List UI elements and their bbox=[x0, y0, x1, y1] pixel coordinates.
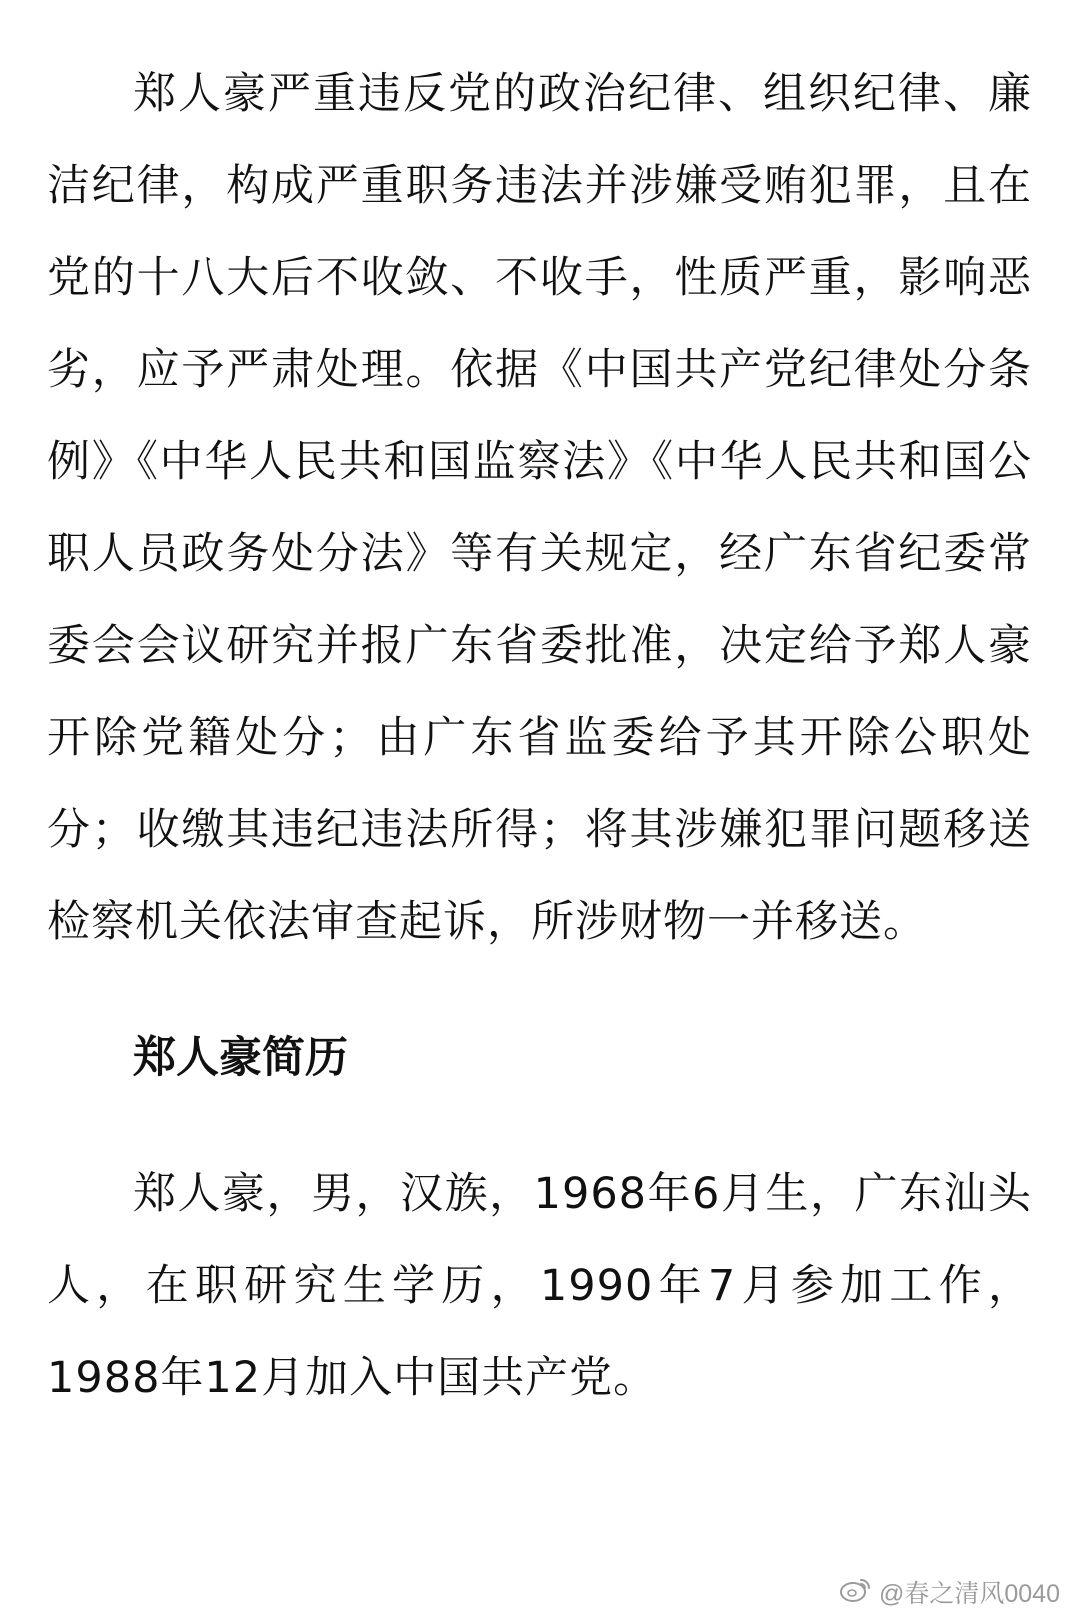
article-body bbox=[47, 48, 1032, 1424]
resume-heading: 郑人豪简历 bbox=[133, 1033, 348, 1083]
weibo-logo-icon bbox=[839, 1575, 873, 1610]
watermark bbox=[839, 1574, 1060, 1610]
resume-paragraph: 郑人豪，男，汉族，1968年6月生，广东汕头人，在职研究生学历，1990年7月参加工作，1988年12月加入中国共产党。 bbox=[47, 1169, 1032, 1403]
watermark-text: @春之清风0040 bbox=[879, 1580, 1060, 1608]
disciplinary-paragraph: 郑人豪严重违反党的政治纪律、组织纪律、廉洁纪律，构成严重职务违法并涉嫌受贿犯罪，且在党的十八大后不收敛、不收手，性质严重，影响恶劣，应予严肃处理。依据《中国共产党纪律处分条例》《中华人民共和国监察法》《中华人民共和国公职人员政务处分法》等有关规定，经广东省纪委常委会会议研究并报广东省委批准，决定给予郑人豪开除党籍处分；由广东省监委给予其开除公职处分；收缴其违纪违法所得；将其涉嫌犯罪问题移送检察机关依法审查起诉，所涉财物一并移送。 bbox=[47, 69, 1032, 947]
